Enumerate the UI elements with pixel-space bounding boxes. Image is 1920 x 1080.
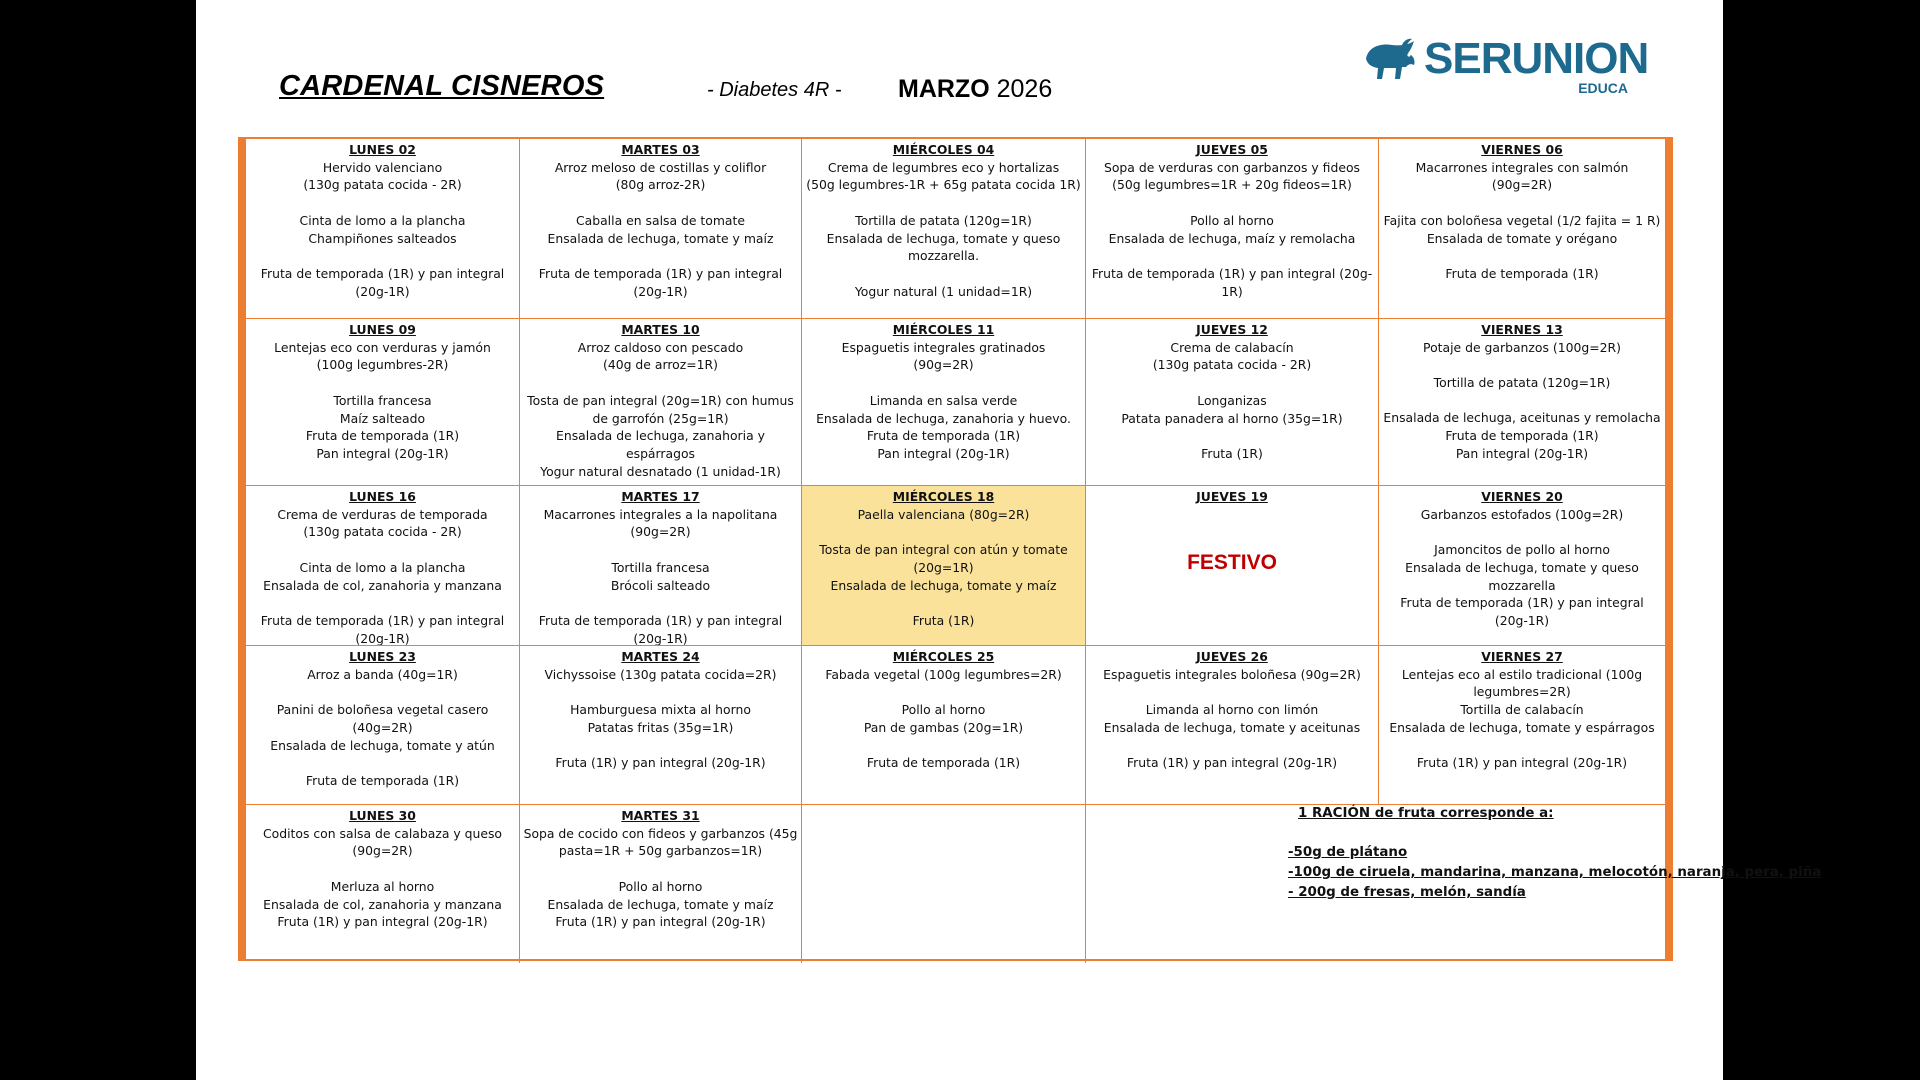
day-label: MARTES 17 — [621, 489, 700, 504]
menu-line: Pan integral (20g-1R) — [1455, 445, 1589, 461]
menu-line: Cinta de lomo a la plancha — [299, 212, 466, 228]
menu-line: Ensalada de lechuga, tomate y atún — [270, 737, 495, 753]
menu-line: Tortilla de calabacín — [1460, 702, 1584, 718]
menu-line: Pollo al horno — [618, 878, 703, 894]
day-cell — [1086, 139, 1379, 319]
menu-line: Limanda al horno con limón — [1145, 702, 1319, 718]
menu-line: Fruta de temporada (1R) — [305, 428, 460, 444]
menu-line: Arroz caldoso con pescado — [577, 339, 744, 355]
menu-line: Sopa de cocido con fideos y garbanzos (45g pasta=1R + 50g garbanzos=1R) — [523, 825, 798, 859]
menu-line: Fruta (1R) y pan integral (20g-1R) — [1126, 755, 1338, 771]
month-title — [898, 75, 1052, 104]
day-cell — [802, 319, 1086, 486]
day-label: MIÉRCOLES 25 — [892, 649, 995, 664]
menu-line: Champiñones salteados — [308, 230, 457, 246]
menu-line: Fruta de temporada (1R) y pan integral (20g-1R) — [538, 612, 783, 646]
menu-line: Yogur natural (1 unidad=1R) — [854, 283, 1033, 299]
day-cell — [802, 805, 1086, 963]
menu-line: Pan de gambas (20g=1R) — [863, 719, 1024, 735]
day-cell — [520, 805, 802, 963]
menu-line: Vichyssoise (130g patata cocida=2R) — [544, 666, 777, 682]
day-label: JUEVES 05 — [1196, 142, 1268, 157]
month-name: MARZO — [898, 75, 990, 103]
menu-line: (50g legumbres-1R + 65g patata cocida 1R) — [806, 177, 1081, 193]
fruit-portion-note — [1288, 804, 1848, 903]
menu-line: Ensalada de lechuga, tomate y queso mozzarella. — [826, 230, 1061, 264]
day-label: VIERNES 13 — [1481, 322, 1563, 337]
menu-line: Ensalada de lechuga, aceitunas y remolacha — [1383, 410, 1661, 426]
menu-line: Fruta (1R) y pan integral (20g-1R) — [277, 914, 488, 930]
menu-line: Coditos con salsa de calabaza y queso — [262, 825, 503, 841]
day-cell — [1379, 139, 1665, 319]
menu-line: Garbanzos estofados (100g=2R) — [1420, 506, 1624, 522]
menu-line: Tortilla de patata (120g=1R) — [855, 212, 1032, 228]
menu-line: Tosta de pan integral con atún y tomate (20g=1R) — [819, 542, 1068, 575]
fruit-note-title: 1 RACIÓN de fruta corresponde a: — [1298, 806, 1554, 821]
day-label: LUNES 30 — [349, 808, 416, 823]
day-label: VIERNES 27 — [1481, 649, 1563, 664]
menu-line: Limanda en salsa verde — [869, 392, 1018, 408]
menu-line: (50g legumbres=1R + 20g fideos=1R) — [1112, 177, 1352, 193]
menu-line: Ensalada de lechuga, tomate y maíz — [547, 896, 774, 912]
menu-line: Arroz a banda (40g=1R) — [307, 666, 458, 682]
menu-line: Sopa de verduras con garbanzos y fideos — [1103, 159, 1361, 175]
day-label: MARTES 24 — [621, 649, 700, 664]
day-label: VIERNES 06 — [1481, 142, 1563, 157]
day-label: MARTES 03 — [621, 142, 700, 157]
holiday-label: FESTIVO — [1187, 551, 1277, 574]
menu-line: Patata panadera al horno (35g=1R) — [1121, 410, 1343, 426]
menu-line: Cinta de lomo a la plancha — [299, 559, 466, 575]
day-cell — [520, 486, 802, 646]
day-label: MIÉRCOLES 18 — [892, 489, 995, 504]
menu-line: Ensalada de lechuga, zanahoria y huevo. — [816, 410, 1071, 426]
menu-line: Fabada vegetal (100g legumbres=2R) — [825, 666, 1062, 682]
day-label: LUNES 16 — [349, 489, 416, 504]
menu-line: Fruta de temporada (1R) — [1445, 265, 1599, 281]
menu-line: Fruta (1R) y pan integral (20g-1R) — [555, 914, 766, 930]
day-label: MARTES 10 — [621, 322, 700, 337]
menu-line: (100g legumbres-2R) — [316, 357, 449, 373]
menu-line: Longanizas — [1197, 392, 1267, 408]
day-label: LUNES 09 — [349, 322, 416, 337]
menu-page — [196, 0, 1822, 1080]
day-cell — [246, 139, 520, 319]
day-cell — [520, 139, 802, 319]
menu-line: Ensalada de col, zanahoria y manzana — [263, 896, 502, 912]
menu-line: Tosta de pan integral (20g=1R) con humus de garrofón (25g=1R) — [527, 392, 794, 426]
day-label: VIERNES 20 — [1481, 489, 1563, 504]
menu-line: Merluza al horno — [330, 878, 435, 894]
day-label: JUEVES 26 — [1196, 649, 1268, 664]
menu-line: Fruta (1R) — [1201, 445, 1263, 461]
menu-line: Macarrones integrales con salmón — [1415, 159, 1629, 175]
day-label: MARTES 31 — [621, 808, 700, 823]
diet-label: - Diabetes 4R - — [707, 79, 842, 101]
menu-line: Ensalada de lechuga, zanahoria y espárragos — [556, 428, 765, 461]
year: 2026 — [996, 75, 1053, 103]
menu-line: Crema de legumbres eco y hortalizas — [827, 159, 1060, 175]
menu-line: Fruta (1R) y pan integral (20g-1R) — [1416, 755, 1628, 771]
menu-line: (130g patata cocida - 2R) — [303, 177, 462, 193]
menu-line: Hamburguesa mixta al horno — [570, 702, 751, 718]
menu-line: Fajita con boloñesa vegetal (1/2 fajita = 1 R) — [1383, 212, 1661, 228]
menu-line: Caballa en salsa de tomate — [575, 212, 746, 228]
menu-line: (130g patata cocida - 2R) — [303, 524, 462, 540]
menu-line: Fruta de temporada (1R) y pan integral (20g-1R) — [538, 265, 783, 299]
menu-line: Jamoncitos de pollo al horno — [1434, 542, 1610, 558]
menu-line: Ensalada de lechuga, tomate y maíz — [547, 230, 774, 246]
menu-line: Potaje de garbanzos (100g=2R) — [1423, 339, 1621, 355]
menu-line: Lentejas eco con verduras y jamón — [274, 339, 491, 355]
day-cell — [1379, 319, 1665, 486]
menu-line: Tortilla francesa — [333, 392, 432, 408]
menu-line: Ensalada de lechuga, tomate y queso mozzarella — [1405, 559, 1639, 593]
menu-line: Hervido valenciano — [322, 159, 443, 175]
day-cell — [802, 646, 1086, 805]
fruit-note-item: - 200g de fresas, melón, sandía — [1288, 885, 1526, 900]
day-label: JUEVES 19 — [1196, 489, 1268, 504]
menu-line: Fruta de temporada (1R) y pan integral (20g-1R) — [1400, 595, 1644, 628]
fruit-note-item: -50g de plátano — [1288, 845, 1408, 860]
day-label: MIÉRCOLES 04 — [892, 142, 995, 157]
day-cell — [246, 319, 520, 486]
day-cell — [246, 805, 520, 963]
day-label: LUNES 23 — [349, 649, 416, 664]
menu-line: Espaguetis integrales gratinados — [841, 339, 1046, 355]
menu-line: Fruta de temporada (1R) — [1445, 428, 1599, 444]
day-cell — [802, 486, 1086, 646]
day-cell — [246, 486, 520, 646]
menu-line: Ensalada de lechuga, tomate y maíz — [830, 577, 1057, 593]
menu-line: Pan integral (20g-1R) — [877, 445, 1010, 461]
menu-line: Fruta de temporada (1R) — [305, 772, 460, 788]
menu-line: Fruta de temporada (1R) y pan integral (20g-1R) — [260, 265, 505, 299]
menu-line: Arroz meloso de costillas y coliflor — [554, 159, 767, 175]
menu-line: Pollo al horno — [1190, 212, 1274, 228]
menu-line: (90g=2R) — [913, 357, 974, 373]
serunion-logo — [1362, 33, 1649, 99]
menu-line: Ensalada de tomate y orégano — [1426, 230, 1618, 246]
menu-line: (90g=2R) — [1491, 177, 1553, 193]
day-cell — [520, 646, 802, 805]
day-cell — [1086, 319, 1379, 486]
day-cell — [1086, 486, 1379, 646]
day-cell — [802, 139, 1086, 319]
fruit-note-item: -100g de ciruela, mandarina, manzana, melocotón, naranja, pera, piña — [1288, 865, 1822, 880]
menu-line: (90g=2R) — [630, 524, 691, 540]
menu-line: (130g patata cocida - 2R) — [1152, 357, 1312, 373]
brand-name: SERUNION — [1424, 34, 1649, 83]
menu-line: Fruta (1R) y pan integral (20g-1R) — [555, 755, 766, 771]
menu-line: Ensalada de lechuga, maíz y remolacha — [1108, 230, 1356, 246]
day-label: MIÉRCOLES 11 — [892, 322, 995, 337]
menu-line: (90g=2R) — [352, 843, 413, 859]
menu-line: Pan integral (20g-1R) — [316, 445, 449, 461]
menu-line: (80g arroz-2R) — [615, 177, 706, 193]
menu-line: Tortilla francesa — [611, 559, 710, 575]
menu-line: Fruta de temporada (1R) — [866, 428, 1021, 444]
menu-line: Pollo al horno — [901, 702, 986, 718]
bull-logo-icon — [1362, 37, 1418, 83]
school-name: CARDENAL CISNEROS — [279, 70, 605, 102]
menu-line: Fruta de temporada (1R) y pan integral (20g-1R) — [1091, 265, 1373, 299]
menu-line: Fruta de temporada (1R) y pan integral (20g-1R) — [260, 612, 505, 646]
day-cell — [1379, 646, 1665, 805]
menu-line: Espaguetis integrales boloñesa (90g=2R) — [1103, 666, 1361, 682]
brand-subtitle: EDUCA — [1578, 80, 1628, 96]
menu-line: Tortilla de patata (120g=1R) — [1433, 375, 1611, 391]
menu-line: Lentejas eco al estilo tradicional (100g legumbres=2R) — [1401, 666, 1643, 700]
menu-line: Maíz salteado — [339, 410, 426, 426]
menu-line: Ensalada de col, zanahoria y manzana — [263, 577, 502, 593]
menu-line: Panini de boloñesa vegetal casero (40g=2R) — [276, 702, 489, 735]
menu-line: Macarrones integrales a la napolitana — [543, 506, 778, 522]
day-label: JUEVES 12 — [1196, 322, 1268, 337]
day-cell — [1379, 486, 1665, 646]
menu-line: Fruta (1R) — [912, 612, 975, 628]
menu-line: Fruta de temporada (1R) — [866, 755, 1021, 771]
menu-line: Yogur natural desnatado (1 unidad-1R) — [540, 463, 781, 479]
menu-line: Crema de verduras de temporada — [277, 506, 488, 522]
menu-line: Crema de calabacín — [1170, 339, 1294, 355]
menu-line: Ensalada de lechuga, tomate y aceitunas — [1103, 719, 1361, 735]
menu-line: (40g de arroz=1R) — [603, 357, 718, 373]
day-cell — [520, 319, 802, 486]
day-label: LUNES 02 — [349, 142, 416, 157]
menu-line: Paella valenciana (80g=2R) — [857, 506, 1030, 522]
menu-line: Patatas fritas (35g=1R) — [587, 719, 734, 735]
menu-line: Brócoli salteado — [610, 577, 711, 593]
menu-line: Ensalada de lechuga, tomate y espárragos — [1389, 719, 1655, 735]
day-cell — [246, 646, 520, 805]
day-cell — [1086, 646, 1379, 805]
